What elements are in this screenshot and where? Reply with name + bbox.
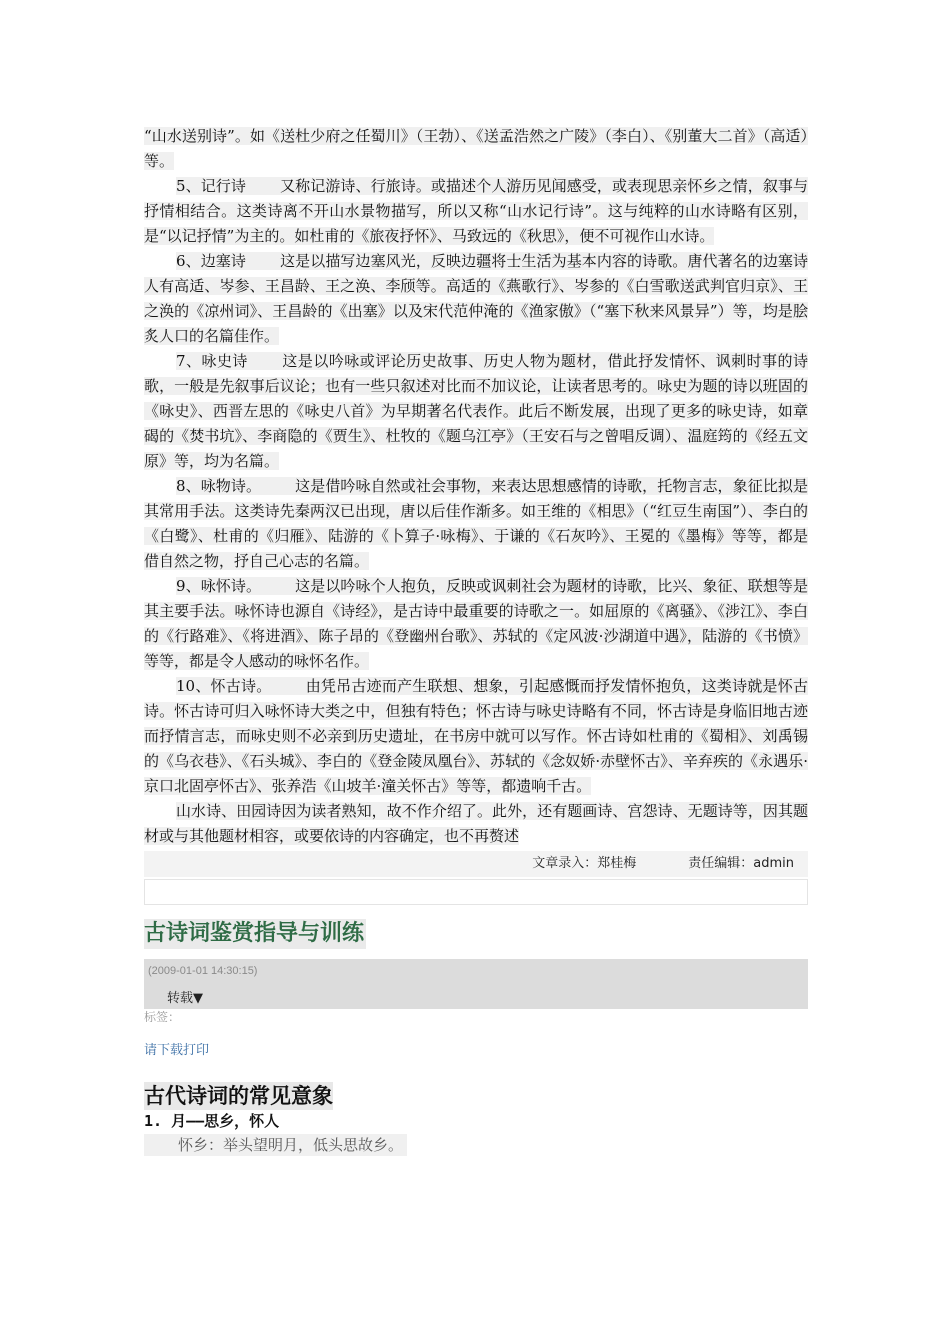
paragraph-heading: 5、记行诗 (176, 177, 246, 195)
paragraph-heading: 10、怀古诗。 (176, 677, 272, 695)
credit-entry: 文章录入：郑桂梅 (532, 856, 637, 871)
section-title: 古代诗词的常见意象 (144, 1083, 333, 1108)
paragraph-6 (144, 574, 808, 674)
paragraph-text: 这是以吟咏个人抱负，反映或讽刺社会为题材的诗歌，比兴、象征、联想等是其主要手法。咏怀诗也源自《诗经》，是古诗中最重要的诗歌之一。如屈原的《离骚》、《涉江》、李白的《行路难》、《将进酒》、陈子昂的《登幽州台歌》、苏轼的《定风波·沙湖道中遇》，陆游的《书愤》等等，都是令人感动的咏怀名作。 (144, 577, 808, 670)
section-line: 怀乡：举头望明月，低头思故乡。 (144, 1134, 407, 1156)
article-credit (144, 851, 808, 877)
repost-toggle[interactable]: 转载▼ (167, 991, 203, 1006)
download-print-link[interactable]: 请下载打印 (144, 1043, 210, 1058)
paragraph-text: 这是借吟咏自然或社会事物，来表达思想感情的诗歌，托物言志，象征比拟是其常用手法。这类诗先秦两汉已出现，唐以后佳作渐多。如王维的《相思》（“红豆生南国”）、李白的《白鹭》、杜甫的《归雁》、陆游的《卜算子·咏梅》、于谦的《石灰吟》、王冕的《墨梅》等等，都是借自然之物，抒自己心志的名篇。 (144, 477, 808, 570)
paragraph-4 (144, 349, 808, 474)
paragraph-text: 这是以吟咏或评论历史故事、历史人物为题材，借此抒发情怀、讽刺时事的诗歌，一般是先叙事后议论；也有一些只叙述对比而不加议论，让读者思考的。咏史为题的诗以班固的《咏史》、西晋左思的《咏史八首》为早期著名代表作。此后不断发展，出现了更多的咏史诗，如章碣的《焚书坑》、李商隐的《贾生》、杜牧的《题乌江亭》（王安石与之曾唱反调）、温庭筠的《经五文原》等，均为名篇。 (144, 352, 808, 470)
paragraph-text: “山水送别诗”。如《送杜少府之任蜀川》（王勃）、《送孟浩然之广陵》（李白）、《别董大二首》（高适）等。 (144, 127, 808, 170)
article-meta (144, 959, 808, 1009)
paragraph-3 (144, 249, 808, 349)
document-body (144, 124, 808, 1156)
section-subtitle: 1. 月——思乡，怀人 (144, 1112, 280, 1130)
article-date: (2009-01-01 14:30:15) (148, 965, 258, 977)
paragraph-1 (144, 124, 808, 174)
credit-editor: 责任编辑：admin (688, 856, 794, 871)
paragraph-heading: 7、咏史诗 (176, 352, 248, 370)
paragraph-8 (144, 799, 808, 849)
paragraph-heading: 9、咏怀诗。 (176, 577, 262, 595)
paragraph-2 (144, 174, 808, 249)
paragraph-5 (144, 474, 808, 574)
paragraph-text: 这是以描写边塞风光，反映边疆将士生活为基本内容的诗歌。唐代著名的边塞诗人有高适、岑参、王昌龄、王之涣、李颀等。高适的《燕歌行》、岑参的《白雪歌送武判官归京》、王之涣的《凉州词》、王昌龄的《出塞》以及宋代范仲淹的《渔家傲》（“塞下秋来风景异”）等，均是脍炙人口的名篇佳作。 (144, 252, 808, 345)
paragraph-heading: 6、边塞诗 (176, 252, 246, 270)
paragraph-7 (144, 674, 808, 799)
paragraph-heading: 8、咏物诗。 (176, 477, 262, 495)
article-title: 古诗词鉴赏指导与训练 (144, 919, 366, 949)
paragraph-text: 山水诗、田园诗因为读者熟知，故不作介绍了。此外，还有题画诗、宫怨诗、无题诗等，因其题材或与其他题材相容，或要依诗的内容确定，也不再赘述 (144, 802, 808, 845)
divider-box (144, 879, 808, 905)
tags-label: 标签： (144, 1010, 181, 1024)
paragraph-text: 又称记游诗、行旅诗。或描述个人游历见闻感受，或表现思亲怀乡之情，叙事与抒情相结合。这类诗离不开山水景物描写，所以又称“山水记行诗”。这与纯粹的山水诗略有区别，是“以记抒情”为主的。如杜甫的《旅夜抒怀》、马致远的《秋思》，便不可视作山水诗。 (144, 177, 808, 245)
paragraph-text: 由凭吊古迹而产生联想、想象，引起感慨而抒发情怀抱负，这类诗就是怀古诗。怀古诗可归入咏怀诗大类之中，但独有特色；怀古诗与咏史诗略有不同，怀古诗是身临旧地古迹而抒情言志，而咏史则不必亲到历史遗址，在书房中就可以写作。怀古诗如杜甫的《蜀相》、刘禹锡的《乌衣巷》、《石头城》、李白的《登金陵凤凰台》、苏轼的《念奴娇·赤壁怀古》、辛弃疾的《永遇乐·京口北固亭怀古》、张养浩《山坡羊·潼关怀古》等等，都遗响千古。 (144, 677, 808, 795)
